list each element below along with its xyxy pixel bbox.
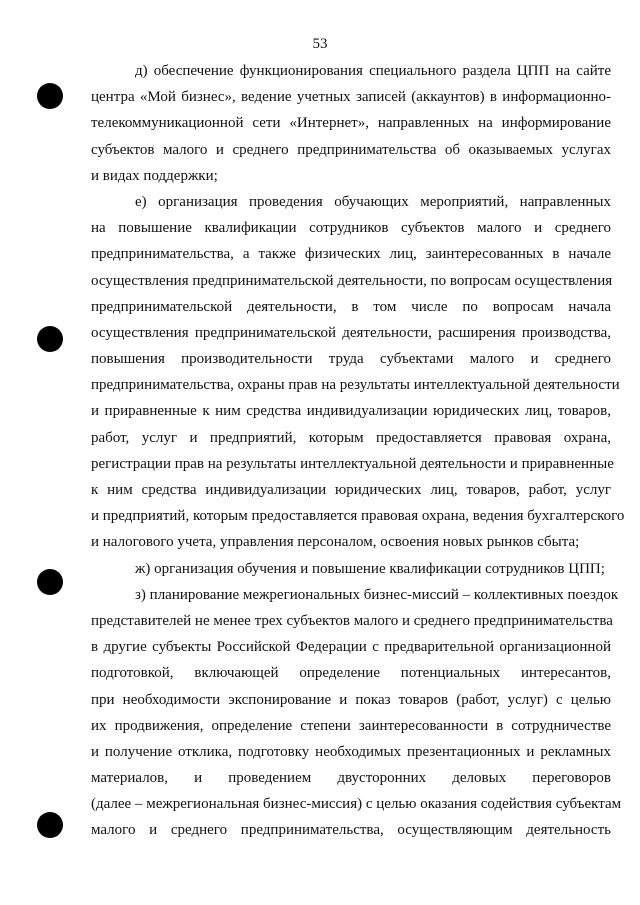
text-line: и получение отклика, подготовку необходимых презентационных и рекламных [91, 743, 611, 760]
text-line: осуществления предпринимательской деятельности, расширения производства, [91, 324, 611, 341]
text-line: ж) организация обучения и повышение квалификации сотрудников ЦПП; [135, 560, 605, 577]
text-line: их продвижения, определение степени заинтересованности в сотрудничестве [91, 717, 611, 734]
text-line: и видах поддержки; [91, 167, 218, 184]
text-line: в другие субъекты Российской Федерации с предварительной организационной [91, 639, 611, 656]
text-line: малого и среднего предпринимательства, осуществляющим деятельность [91, 822, 611, 839]
punch-hole-mark [37, 326, 63, 352]
text-line: телекоммуникационной сети «Интернет», направленных на информирование [91, 115, 611, 132]
page-number: 53 [312, 36, 328, 52]
text-line: и приравненные к ним средства индивидуализации юридических лиц, товаров, [91, 403, 611, 420]
text-line: подготовкой, включающей определение потенциальных интересантов, [91, 665, 611, 682]
text-line: представителей не менее трех субъектов малого и среднего предпринимательства [91, 612, 613, 629]
text-line: материалов, и проведением двусторонних деловых переговоров [91, 770, 611, 787]
text-line: к ним средства индивидуализации юридических лиц, товаров, работ, услуг [91, 482, 611, 498]
text-line: на повышение квалификации сотрудников субъектов малого и среднего [91, 220, 611, 237]
text-line: (далее – межрегиональная бизнес-миссия) с целью оказания содействия субъектам [91, 796, 622, 813]
text-line: осуществления предпринимательской деятельности, по вопросам осуществления [91, 272, 613, 289]
text-line: регистрации прав на результаты интеллектуальной деятельности и приравненные [91, 455, 614, 472]
text-line: и налогового учета, управления персоналом, освоения новых рынков сбыта; [91, 534, 580, 551]
text-line: з) планирование межрегиональных бизнес-миссий – коллективных поездок [135, 586, 619, 603]
text-line: при необходимости экспонирование и показ товаров (работ, услуг) с целью [91, 691, 611, 708]
text-line: предпринимательской деятельности, в том числе по вопросам начала [91, 298, 611, 315]
punch-hole-mark [37, 569, 63, 595]
text-line: центра «Мой бизнес», ведение учетных записей (аккаунтов) в информационно- [91, 89, 611, 106]
text-line: работ, услуг и предприятий, которым предоставляется правовая охрана, [91, 429, 611, 446]
text-line: е) организация проведения обучающих мероприятий, направленных [135, 193, 611, 210]
text-line: предпринимательства, а также физических лиц, заинтересованных в начале [91, 246, 611, 263]
text-line: повышения производительности труда субъектами малого и среднего [91, 351, 611, 368]
text-line: и предприятий, которым предоставляется правовая охрана, ведения бухгалтерского [91, 508, 625, 525]
punch-hole-mark [37, 812, 63, 838]
text-line: д) обеспечение функционирования специального раздела ЦПП на сайте [135, 63, 611, 79]
text-line: субъектов малого и среднего предпринимательства об оказываемых услугах [91, 141, 611, 158]
punch-hole-mark [37, 83, 63, 109]
text-line: предпринимательства, охраны прав на результаты интеллектуальной деятельности [91, 377, 620, 394]
document-text-body [91, 58, 625, 844]
